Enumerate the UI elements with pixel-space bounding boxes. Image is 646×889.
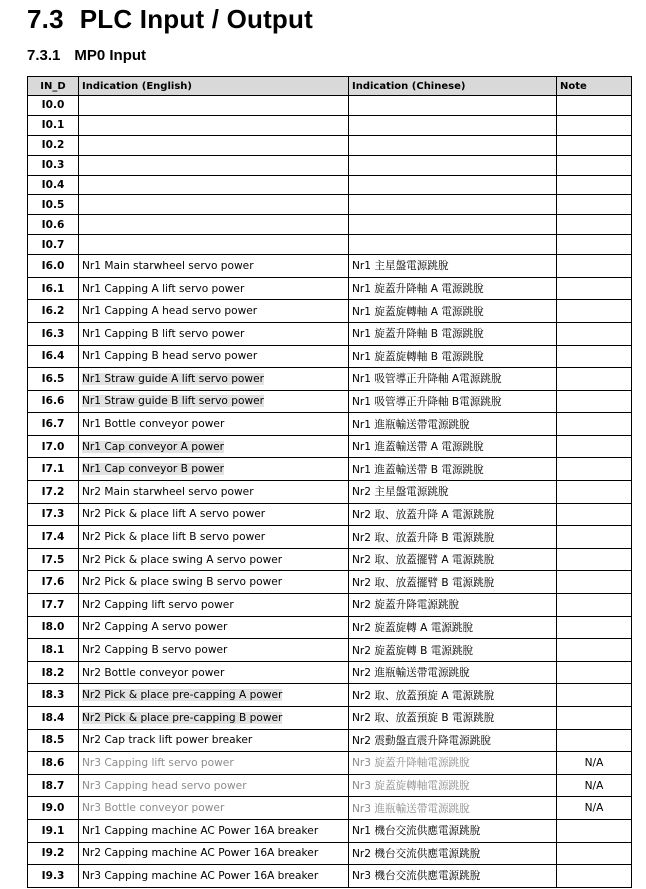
cell-english: Nr3 Bottle conveyor power (79, 797, 349, 820)
cell-chinese: Nr2 取、放蓋預旋 B 電源跳脫 (349, 707, 557, 730)
cell-chinese: Nr2 旋蓋升降電源跳脫 (349, 594, 557, 617)
cell-note (557, 842, 632, 865)
cell-chinese (349, 135, 557, 155)
cell-chinese: Nr1 機台交流供應電源跳脫 (349, 819, 557, 842)
cell-chinese: Nr2 取、放蓋升降 A 電源跳脫 (349, 503, 557, 526)
cell-note (557, 435, 632, 458)
table-row (28, 215, 632, 235)
cell-note (557, 235, 632, 255)
cell-english: Nr1 Capping B head servo power (79, 345, 349, 368)
cell-english: Nr2 Bottle conveyor power (79, 661, 349, 684)
cell-chinese: Nr2 取、放蓋擺臂 B 電源跳脫 (349, 571, 557, 594)
cell-note (557, 277, 632, 300)
cell-note: N/A (557, 774, 632, 797)
cell-note (557, 616, 632, 639)
plc-input-table (27, 76, 632, 888)
cell-chinese (349, 195, 557, 215)
cell-note (557, 707, 632, 730)
cell-note: N/A (557, 752, 632, 775)
highlighted-text: Nr2 Pick & place pre-capping B power (82, 711, 283, 724)
cell-id: I7.4 (28, 526, 79, 549)
table-row (28, 96, 632, 116)
table-row (28, 322, 632, 345)
cell-english: Nr1 Main starwheel servo power (79, 255, 349, 278)
cell-chinese: Nr2 機台交流供應電源跳脫 (349, 842, 557, 865)
cell-english: Nr2 Pick & place swing B servo power (79, 571, 349, 594)
cell-note (557, 413, 632, 436)
cell-chinese: Nr1 旋蓋旋轉軸 A 電源跳脫 (349, 300, 557, 323)
table-row (28, 819, 632, 842)
cell-note (557, 322, 632, 345)
cell-english: Nr3 Capping head servo power (79, 774, 349, 797)
table-row (28, 548, 632, 571)
table-row (28, 175, 632, 195)
cell-chinese (349, 175, 557, 195)
cell-id: I8.2 (28, 661, 79, 684)
table-row (28, 526, 632, 549)
table-row (28, 435, 632, 458)
table-row (28, 235, 632, 255)
cell-id: I9.1 (28, 819, 79, 842)
cell-english: Nr2 Pick & place lift B servo power (79, 526, 349, 549)
section-number: 7.3 (27, 4, 64, 34)
cell-english (79, 390, 349, 413)
table-row (28, 752, 632, 775)
table-row (28, 300, 632, 323)
cell-english: Nr2 Main starwheel servo power (79, 481, 349, 504)
cell-note (557, 594, 632, 617)
cell-id: I9.2 (28, 842, 79, 865)
cell-note: N/A (557, 797, 632, 820)
cell-chinese: Nr3 機台交流供應電源跳脫 (349, 865, 557, 888)
cell-english: Nr2 Pick & place lift A servo power (79, 503, 349, 526)
cell-id: I8.3 (28, 684, 79, 707)
cell-english: Nr3 Capping machine AC Power 16A breaker (79, 865, 349, 888)
cell-chinese (349, 155, 557, 175)
highlighted-text: Nr1 Cap conveyor A power (82, 440, 225, 453)
cell-id: I7.2 (28, 481, 79, 504)
cell-chinese (349, 96, 557, 116)
cell-note (557, 135, 632, 155)
cell-chinese: Nr3 旋蓋旋轉軸電源跳脫 (349, 774, 557, 797)
cell-id: I0.7 (28, 235, 79, 255)
table-row (28, 481, 632, 504)
cell-english (79, 368, 349, 391)
cell-english (79, 195, 349, 215)
cell-id: I6.4 (28, 345, 79, 368)
cell-english (79, 115, 349, 135)
table-row (28, 458, 632, 481)
cell-note (557, 115, 632, 135)
cell-id: I0.4 (28, 175, 79, 195)
cell-id: I7.5 (28, 548, 79, 571)
table-row (28, 729, 632, 752)
cell-id: I6.6 (28, 390, 79, 413)
cell-id: I6.7 (28, 413, 79, 436)
cell-id: I0.1 (28, 115, 79, 135)
table-body (28, 96, 632, 888)
table-row (28, 368, 632, 391)
cell-id: I7.7 (28, 594, 79, 617)
cell-chinese (349, 235, 557, 255)
cell-english (79, 684, 349, 707)
cell-id: I7.6 (28, 571, 79, 594)
cell-note (557, 684, 632, 707)
highlighted-text: Nr1 Straw guide B lift servo power (82, 395, 264, 408)
cell-english (79, 96, 349, 116)
cell-chinese: Nr2 旋蓋旋轉 B 電源跳脫 (349, 639, 557, 662)
table-row (28, 684, 632, 707)
table-row (28, 115, 632, 135)
cell-chinese: Nr2 震動盤直震升降電源跳脫 (349, 729, 557, 752)
cell-english: Nr2 Cap track lift power breaker (79, 729, 349, 752)
cell-chinese: Nr2 取、放蓋升降 B 電源跳脫 (349, 526, 557, 549)
cell-note (557, 458, 632, 481)
table-row (28, 707, 632, 730)
table-header-row (28, 77, 632, 96)
section-title: PLC Input / Output (79, 4, 313, 34)
cell-chinese: Nr2 取、放蓋預旋 A 電源跳脫 (349, 684, 557, 707)
table-row (28, 135, 632, 155)
cell-note (557, 481, 632, 504)
cell-note (557, 661, 632, 684)
cell-note (557, 571, 632, 594)
cell-note (557, 195, 632, 215)
subsection-heading (27, 47, 146, 64)
cell-id: I6.1 (28, 277, 79, 300)
cell-note (557, 548, 632, 571)
cell-english (79, 435, 349, 458)
cell-chinese: Nr1 進瓶輸送帶電源跳脫 (349, 413, 557, 436)
cell-english: Nr1 Bottle conveyor power (79, 413, 349, 436)
cell-chinese: Nr1 進蓋輸送帶 A 電源跳脫 (349, 435, 557, 458)
cell-id: I8.7 (28, 774, 79, 797)
cell-id: I0.3 (28, 155, 79, 175)
cell-chinese: Nr2 取、放蓋擺臂 A 電源跳脫 (349, 548, 557, 571)
cell-chinese: Nr1 旋蓋升降軸 B 電源跳脫 (349, 322, 557, 345)
table-row (28, 661, 632, 684)
column-header-note: Note (557, 77, 632, 96)
cell-id: I8.0 (28, 616, 79, 639)
cell-id: I6.3 (28, 322, 79, 345)
cell-chinese: Nr3 旋蓋升降軸電源跳脫 (349, 752, 557, 775)
cell-chinese: Nr3 進瓶輸送帶電源跳脫 (349, 797, 557, 820)
cell-note (557, 255, 632, 278)
table-row (28, 797, 632, 820)
highlighted-text: Nr1 Straw guide A lift servo power (82, 372, 264, 385)
cell-id: I6.5 (28, 368, 79, 391)
cell-english (79, 215, 349, 235)
table-row (28, 345, 632, 368)
highlighted-text: Nr1 Cap conveyor B power (82, 463, 225, 476)
cell-id: I6.2 (28, 300, 79, 323)
table-row (28, 616, 632, 639)
cell-note (557, 526, 632, 549)
cell-id: I9.3 (28, 865, 79, 888)
cell-english (79, 175, 349, 195)
cell-english: Nr2 Capping lift servo power (79, 594, 349, 617)
table-row (28, 255, 632, 278)
table-row (28, 413, 632, 436)
cell-id: I8.5 (28, 729, 79, 752)
highlighted-text: Nr2 Pick & place pre-capping A power (82, 689, 283, 702)
table-row (28, 571, 632, 594)
cell-id: I7.0 (28, 435, 79, 458)
cell-note (557, 345, 632, 368)
cell-chinese: Nr2 主星盤電源跳脫 (349, 481, 557, 504)
cell-chinese: Nr1 吸管導正升降軸 B電源跳脫 (349, 390, 557, 413)
cell-note (557, 368, 632, 391)
subsection-number: 7.3.1 (27, 47, 61, 64)
cell-english: Nr1 Capping A head servo power (79, 300, 349, 323)
table-row (28, 639, 632, 662)
cell-note (557, 819, 632, 842)
cell-english: Nr1 Capping B lift servo power (79, 322, 349, 345)
cell-chinese: Nr1 旋蓋升降軸 A 電源跳脫 (349, 277, 557, 300)
cell-chinese (349, 215, 557, 235)
table-row (28, 390, 632, 413)
cell-chinese: Nr2 進瓶輸送帶電源跳脫 (349, 661, 557, 684)
cell-id: I8.1 (28, 639, 79, 662)
cell-note (557, 215, 632, 235)
column-header-english: Indication (English) (79, 77, 349, 96)
cell-note (557, 155, 632, 175)
cell-note (557, 503, 632, 526)
cell-id: I8.6 (28, 752, 79, 775)
cell-chinese: Nr1 旋蓋旋轉軸 B 電源跳脫 (349, 345, 557, 368)
cell-english (79, 235, 349, 255)
cell-english: Nr2 Capping A servo power (79, 616, 349, 639)
cell-chinese: Nr1 主星盤電源跳脫 (349, 255, 557, 278)
cell-id: I6.0 (28, 255, 79, 278)
cell-chinese: Nr2 旋蓋旋轉 A 電源跳脫 (349, 616, 557, 639)
column-header-in-d: IN_D (28, 77, 79, 96)
cell-id: I9.0 (28, 797, 79, 820)
cell-id: I8.4 (28, 707, 79, 730)
cell-id: I7.1 (28, 458, 79, 481)
table-row (28, 594, 632, 617)
cell-english (79, 707, 349, 730)
cell-english: Nr2 Capping machine AC Power 16A breaker (79, 842, 349, 865)
cell-chinese: Nr1 進蓋輸送帶 B 電源跳脫 (349, 458, 557, 481)
table-row (28, 155, 632, 175)
cell-english (79, 135, 349, 155)
table-row (28, 865, 632, 888)
table-row (28, 774, 632, 797)
cell-note (557, 96, 632, 116)
table-row (28, 503, 632, 526)
cell-note (557, 300, 632, 323)
cell-chinese: Nr1 吸管導正升降軸 A電源跳脫 (349, 368, 557, 391)
column-header-chinese: Indication (Chinese) (349, 77, 557, 96)
cell-note (557, 175, 632, 195)
cell-note (557, 639, 632, 662)
cell-id: I7.3 (28, 503, 79, 526)
cell-id: I0.6 (28, 215, 79, 235)
cell-english (79, 155, 349, 175)
cell-english: Nr1 Capping machine AC Power 16A breaker (79, 819, 349, 842)
cell-chinese (349, 115, 557, 135)
cell-english: Nr3 Capping lift servo power (79, 752, 349, 775)
cell-note (557, 729, 632, 752)
cell-id: I0.5 (28, 195, 79, 215)
cell-id: I0.2 (28, 135, 79, 155)
table-row (28, 277, 632, 300)
subsection-title: MP0 Input (74, 47, 147, 64)
cell-note (557, 390, 632, 413)
cell-english: Nr2 Capping B servo power (79, 639, 349, 662)
cell-note (557, 865, 632, 888)
section-heading (27, 4, 313, 35)
table-row (28, 195, 632, 215)
cell-id: I0.0 (28, 96, 79, 116)
cell-english: Nr1 Capping A lift servo power (79, 277, 349, 300)
cell-english: Nr2 Pick & place swing A servo power (79, 548, 349, 571)
table-row (28, 842, 632, 865)
cell-english (79, 458, 349, 481)
